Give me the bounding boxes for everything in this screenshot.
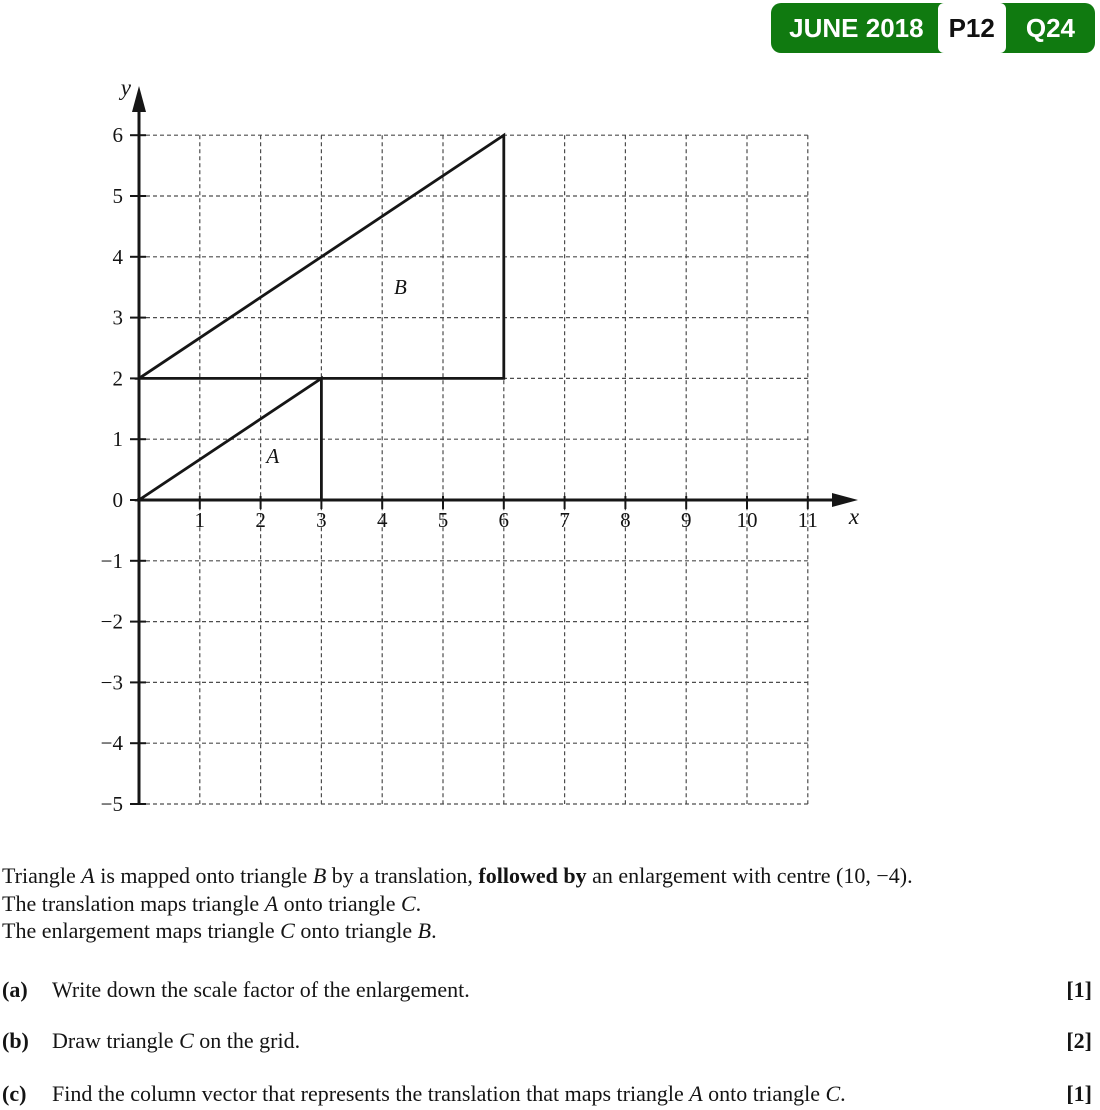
triangle-a-ref: A xyxy=(264,890,279,916)
x-tick-label: 3 xyxy=(316,508,327,532)
y-tick-label: 3 xyxy=(112,305,123,330)
x-tick-label: 5 xyxy=(437,508,449,532)
triangle-a-label: A xyxy=(266,444,280,469)
text-run: Find the column vector that represents the translation that maps triangle xyxy=(52,1081,690,1106)
x-tick-label: 1 xyxy=(194,508,206,532)
triangle-c-ref: C xyxy=(280,918,295,943)
text-run: . xyxy=(415,890,422,916)
badge-question-label: Q24 xyxy=(1025,12,1075,43)
text-run: on the grid. xyxy=(193,1028,301,1053)
text-run: Triangle xyxy=(2,863,82,888)
x-tick-label: 8 xyxy=(620,508,631,532)
text-run: The enlargement maps triangle xyxy=(2,918,281,943)
followed-by-emphasis: followed by xyxy=(478,863,587,888)
triangle-c-ref: C xyxy=(179,1028,194,1053)
triangle-b-ref: B xyxy=(312,863,327,888)
text-run: an enlargement with centre (10, −4). xyxy=(586,863,913,888)
problem-line-2 xyxy=(2,890,1087,918)
part-c-text xyxy=(52,1080,846,1108)
x-tick-label: 7 xyxy=(559,508,570,532)
y-tick-label: −2 xyxy=(100,609,123,634)
x-axis-label: x xyxy=(848,504,860,529)
y-tick-label: −4 xyxy=(100,731,123,756)
text-run: onto triangle xyxy=(702,1081,826,1106)
part-a-marks: [1] xyxy=(1066,977,1092,1002)
part-a-label: (a) xyxy=(2,977,28,1002)
part-a-text: Write down the scale factor of the enlargement. xyxy=(52,977,470,1002)
text-run: by a translation, xyxy=(326,863,479,888)
part-b-text xyxy=(52,1027,300,1055)
question-part-a xyxy=(2,976,1092,1004)
y-tick-label: 0 xyxy=(112,488,123,512)
x-tick-label: 2 xyxy=(255,508,266,532)
part-c-label: (c) xyxy=(2,1081,27,1106)
y-tick-label: 5 xyxy=(112,184,123,208)
x-tick-label: 4 xyxy=(376,508,388,532)
y-tick-label: 2 xyxy=(112,366,123,391)
text-run: onto triangle xyxy=(294,918,418,943)
triangle-c-ref: C xyxy=(400,890,416,916)
badge-session-label: JUNE 2018 xyxy=(789,12,924,43)
part-c-marks: [1] xyxy=(1066,1081,1092,1106)
x-tick-label: 10 xyxy=(736,508,758,532)
x-tick-label: 9 xyxy=(680,508,692,532)
text-run: Draw triangle xyxy=(52,1028,180,1053)
text-run: The translation maps triangle xyxy=(2,890,265,916)
question-part-c xyxy=(2,1080,1092,1108)
triangle-b-ref: B xyxy=(417,918,432,943)
problem-line-3 xyxy=(2,917,1087,945)
x-tick-label: 11 xyxy=(797,508,818,532)
y-tick-label: 6 xyxy=(112,123,123,148)
y-tick-label: −3 xyxy=(100,670,123,695)
triangle-a-ref: A xyxy=(689,1081,703,1106)
y-tick-label: 1 xyxy=(112,427,123,452)
badge-paper-label: P12 xyxy=(938,3,1006,53)
text-run: onto triangle xyxy=(278,890,401,916)
y-tick-label: 4 xyxy=(112,244,123,269)
triangle-c-ref: C xyxy=(825,1081,841,1106)
triangle-a-ref: A xyxy=(81,863,95,888)
y-axis-label: y xyxy=(120,75,131,100)
text-run: . xyxy=(840,1081,846,1106)
triangle-b-label: B xyxy=(394,275,407,300)
problem-statement xyxy=(2,862,1087,945)
x-tick-label: 6 xyxy=(498,508,510,532)
part-b-marks: [2] xyxy=(1066,1028,1092,1053)
part-b-label: (b) xyxy=(2,1028,29,1053)
problem-line-1 xyxy=(2,862,1087,890)
question-part-b xyxy=(2,1027,1092,1055)
text-run: is mapped onto triangle xyxy=(94,863,313,888)
text-run: . xyxy=(431,918,437,943)
y-tick-label: −1 xyxy=(100,548,123,573)
y-tick-label: −5 xyxy=(100,792,123,816)
y-axis-arrowhead-icon xyxy=(132,86,146,112)
